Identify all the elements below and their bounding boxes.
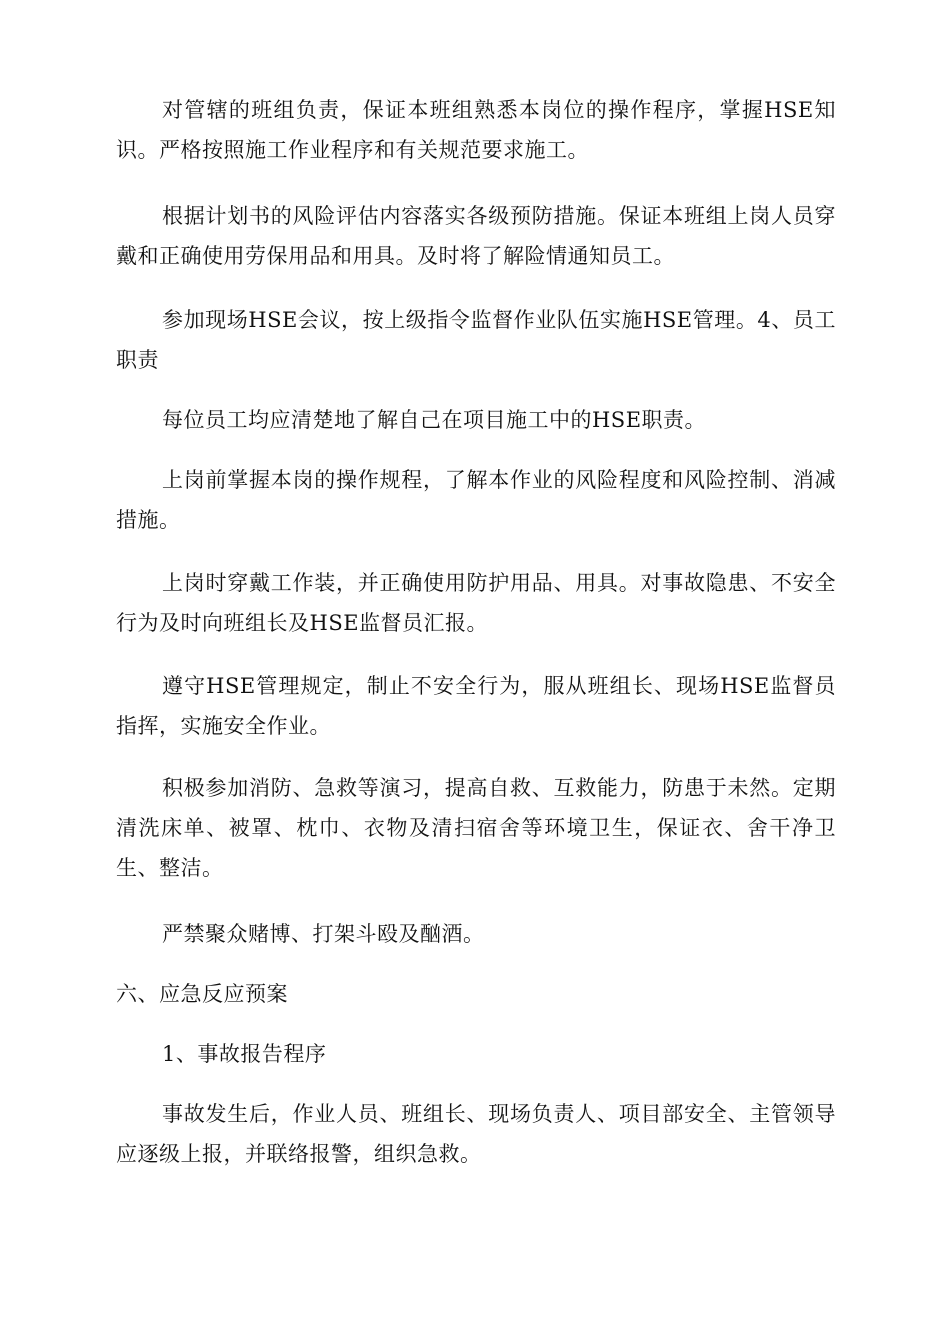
paragraph-text: 积极参加消防、急救等演习，提高自救、互救能力，防患于未然。定期清洗床单、被罩、枕巾、衣物及清扫宿舍等环境卫生，保证衣、舍干净卫生、整洁。 xyxy=(116,776,836,880)
paragraph-text: 对管辖的班组负责，保证本班组熟悉本岗位的操作程序，掌握HSE知识。严格按照施工作业程序和有关规范要求施工。 xyxy=(116,98,836,162)
paragraph-text: 严禁聚众赌博、打架斗殴及酗酒。 xyxy=(162,922,485,946)
section-heading-emergency xyxy=(116,974,836,1014)
paragraph-risk-measures xyxy=(116,196,836,276)
paragraph-text: 上岗时穿戴工作装，并正确使用防护用品、用具。对事故隐患、不安全行为及时向班组长及HSE监督员汇报。 xyxy=(116,571,836,635)
paragraph-hse-rules xyxy=(116,666,836,746)
paragraph-text: 事故发生后，作业人员、班组长、现场负责人、项目部安全、主管领导应逐级上报，并联络报警，组织急救。 xyxy=(116,1102,836,1166)
paragraph-hse-meeting xyxy=(116,300,836,380)
subsection-heading-text: 1、事故报告程序 xyxy=(162,1042,327,1066)
paragraph-text: 遵守HSE管理规定，制止不安全行为，服从班组长、现场HSE监督员指挥，实施安全作业。 xyxy=(116,674,836,738)
section-heading-text: 六、应急反应预案 xyxy=(116,982,288,1006)
paragraph-text: 每位员工均应清楚地了解自己在项目施工中的HSE职责。 xyxy=(162,408,707,432)
paragraph-on-shift xyxy=(116,563,836,643)
paragraph-text: 上岗前掌握本岗的操作规程，了解本作业的风险程度和风险控制、消减措施。 xyxy=(116,468,836,532)
paragraph-employee-hse-duty xyxy=(116,400,836,440)
paragraph-text: 参加现场HSE会议，按上级指令监督作业队伍实施HSE管理。4、员工职责 xyxy=(116,308,836,372)
paragraph-accident-reporting xyxy=(116,1094,836,1174)
paragraph-prohibitions xyxy=(116,914,836,954)
paragraph-text: 根据计划书的风险评估内容落实各级预防措施。保证本班组上岗人员穿戴和正确使用劳保用品和用具。及时将了解险情通知员工。 xyxy=(116,204,836,268)
subsection-heading-reporting xyxy=(116,1034,836,1074)
paragraph-pre-shift xyxy=(116,460,836,540)
paragraph-drills-hygiene xyxy=(116,768,836,888)
paragraph-team-leader-duty xyxy=(116,90,836,170)
